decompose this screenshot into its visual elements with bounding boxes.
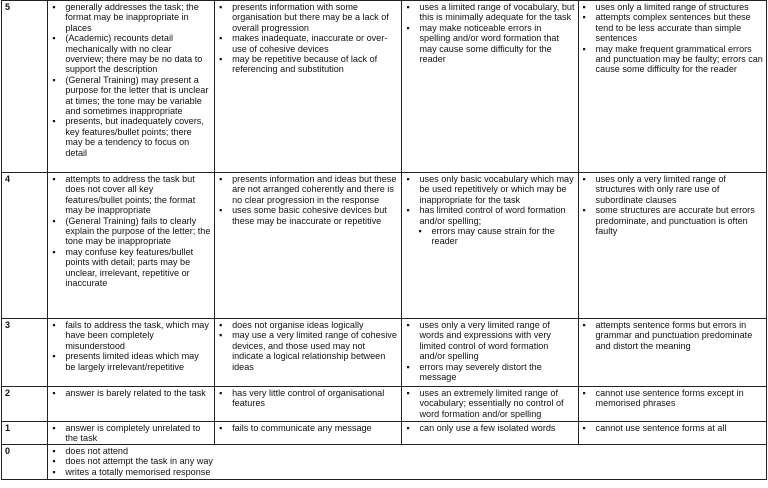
descriptor-list xyxy=(582,320,763,351)
descriptor-item: ▪ uses only a limited range of structures xyxy=(582,2,763,12)
descriptor-list xyxy=(405,2,574,64)
band-score: 3 xyxy=(2,319,48,387)
descriptor-item: ▪ does not attend xyxy=(51,446,763,456)
descriptor-item: ▪ (Academic) recounts detail mechanically with no clear overview; there may be no data to support the description xyxy=(51,33,211,75)
descriptor-item: ▪ (General Training) fails to clearly explain the purpose of the letter; the tone may be inappropriate xyxy=(51,216,211,247)
descriptor-list xyxy=(405,423,574,433)
coherence-cohesion-cell xyxy=(215,173,402,319)
descriptor-item: ▪ has limited control of word formation and/or spelling; xyxy=(405,205,574,226)
band-score: 5 xyxy=(2,1,48,173)
descriptor-item: ▪ makes inadequate, inaccurate or over-use of cohesive devices xyxy=(218,33,398,54)
descriptor-item: ▪ generally addresses the task; the format may be inappropriate in places xyxy=(51,2,211,33)
coherence-cohesion-cell xyxy=(215,319,402,387)
lexical-resource-cell xyxy=(402,422,578,445)
descriptor-list xyxy=(405,174,574,247)
descriptor-item: ▪ may confuse key features/bullet points with detail; parts may be unclear, irrelevant, repetitive or inaccurate xyxy=(51,247,211,289)
descriptor-item: ▪ cannot use sentence forms at all xyxy=(582,423,763,433)
descriptor-item: ▪ (General Training) may present a purpose for the letter that is unclear at times; the tone may be variable and sometimes inappropriate xyxy=(51,75,211,117)
descriptor-item: ▪ uses only a very limited range of words and expressions with very limited control of word formation and/or spelling xyxy=(405,320,574,362)
band-score: 0 xyxy=(2,444,48,479)
descriptor-item: ▪ uses a limited range of vocabulary, but this is minimally adequate for the task xyxy=(405,2,574,23)
band-score: 4 xyxy=(2,173,48,319)
descriptor-subitem: ▪ errors may cause strain for the reader xyxy=(405,226,574,247)
descriptor-item: ▪ uses only a very limited range of structures with only rare use of subordinate clauses xyxy=(582,174,763,205)
descriptor-list xyxy=(51,320,211,372)
descriptor-list xyxy=(218,2,398,75)
descriptor-item: ▪ does not organise ideas logically xyxy=(218,320,398,330)
descriptor-list xyxy=(405,320,574,382)
descriptor-item: ▪ attempts to address the task but does not cover all key features/bullet points; the format may be inappropriate xyxy=(51,174,211,216)
descriptor-item: ▪ presents information with some organisation but there may be a lack of overall progression xyxy=(218,2,398,33)
lexical-resource-cell xyxy=(402,173,578,319)
descriptor-list xyxy=(51,446,763,477)
band-row xyxy=(2,1,767,173)
descriptor-list xyxy=(218,320,398,372)
lexical-resource-cell xyxy=(402,319,578,387)
descriptor-list xyxy=(405,388,574,419)
descriptor-list xyxy=(218,423,398,433)
descriptor-list xyxy=(51,423,211,444)
grammatical-range-cell xyxy=(578,173,766,319)
descriptor-item: ▪ uses an extremely limited range of vocabulary; essentially no control of word formation and/or spelling xyxy=(405,388,574,419)
descriptor-item: ▪ presents, but inadequately covers, key features/bullet points; there may be a tendency to focus on detail xyxy=(51,116,211,158)
band-zero-cell xyxy=(48,444,767,479)
table-body xyxy=(2,1,767,480)
grammatical-range-cell xyxy=(578,387,766,422)
descriptor-item: ▪ answer is barely related to the task xyxy=(51,388,211,398)
descriptor-item: ▪ may use a very limited range of cohesive devices, and those used may not indicate a logical relationship between ideas xyxy=(218,330,398,372)
band-score: 2 xyxy=(2,387,48,422)
band-score: 1 xyxy=(2,422,48,445)
coherence-cohesion-cell xyxy=(215,387,402,422)
descriptor-item: ▪ fails to communicate any message xyxy=(218,423,398,433)
descriptor-list xyxy=(51,2,211,158)
descriptor-list xyxy=(582,2,763,75)
descriptor-item: ▪ may make frequent grammatical errors and punctuation may be faulty; errors can cause some difficulty for the reader xyxy=(582,44,763,75)
descriptor-item: ▪ does not attempt the task in any way xyxy=(51,456,763,466)
writing-band-descriptors-table xyxy=(1,0,767,480)
descriptor-item: ▪ attempts sentence forms but errors in grammar and punctuation predominate and distort the meaning xyxy=(582,320,763,351)
lexical-resource-cell xyxy=(402,387,578,422)
descriptor-item: ▪ can only use a few isolated words xyxy=(405,423,574,433)
task-achievement-cell xyxy=(48,387,215,422)
descriptor-list xyxy=(582,423,763,433)
descriptor-item: ▪ attempts complex sentences but these tend to be less accurate than simple sentences xyxy=(582,12,763,43)
descriptor-item: ▪ errors may severely distort the message xyxy=(405,362,574,383)
coherence-cohesion-cell xyxy=(215,1,402,173)
grammatical-range-cell xyxy=(578,319,766,387)
band-row xyxy=(2,387,767,422)
descriptor-list xyxy=(218,388,398,409)
descriptor-item: ▪ uses only basic vocabulary which may be used repetitively or which may be inappropriate for the task xyxy=(405,174,574,205)
descriptor-list xyxy=(582,388,763,409)
task-achievement-cell xyxy=(48,173,215,319)
band-row xyxy=(2,173,767,319)
descriptor-item: ▪ has very little control of organisational features xyxy=(218,388,398,409)
descriptor-item: ▪ answer is completely unrelated to the task xyxy=(51,423,211,444)
band-row xyxy=(2,444,767,479)
grammatical-range-cell xyxy=(578,1,766,173)
descriptor-list xyxy=(51,388,211,398)
descriptor-list xyxy=(51,174,211,288)
band-row xyxy=(2,422,767,445)
descriptor-item: ▪ writes a totally memorised response xyxy=(51,467,763,477)
descriptor-list xyxy=(218,174,398,226)
descriptor-item: ▪ may be repetitive because of lack of referencing and substitution xyxy=(218,54,398,75)
coherence-cohesion-cell xyxy=(215,422,402,445)
descriptor-item: ▪ fails to address the task, which may have been completely misunderstood xyxy=(51,320,211,351)
lexical-resource-cell xyxy=(402,1,578,173)
descriptor-item: ▪ presents limited ideas which may be largely irrelevant/repetitive xyxy=(51,351,211,372)
grammatical-range-cell xyxy=(578,422,766,445)
task-achievement-cell xyxy=(48,422,215,445)
descriptor-item: ▪ may make noticeable errors in spelling and/or word formation that may cause some difficulty for the reader xyxy=(405,23,574,65)
descriptor-item: ▪ presents information and ideas but these are not arranged coherently and there is no clear progression in the response xyxy=(218,174,398,205)
band-row xyxy=(2,319,767,387)
descriptor-item: ▪ uses some basic cohesive devices but these may be inaccurate or repetitive xyxy=(218,205,398,226)
task-achievement-cell xyxy=(48,1,215,173)
descriptor-item: ▪ cannot use sentence forms except in memorised phrases xyxy=(582,388,763,409)
descriptor-item: ▪ some structures are accurate but errors predominate, and punctuation is often faulty xyxy=(582,205,763,236)
task-achievement-cell xyxy=(48,319,215,387)
descriptor-list xyxy=(582,174,763,236)
